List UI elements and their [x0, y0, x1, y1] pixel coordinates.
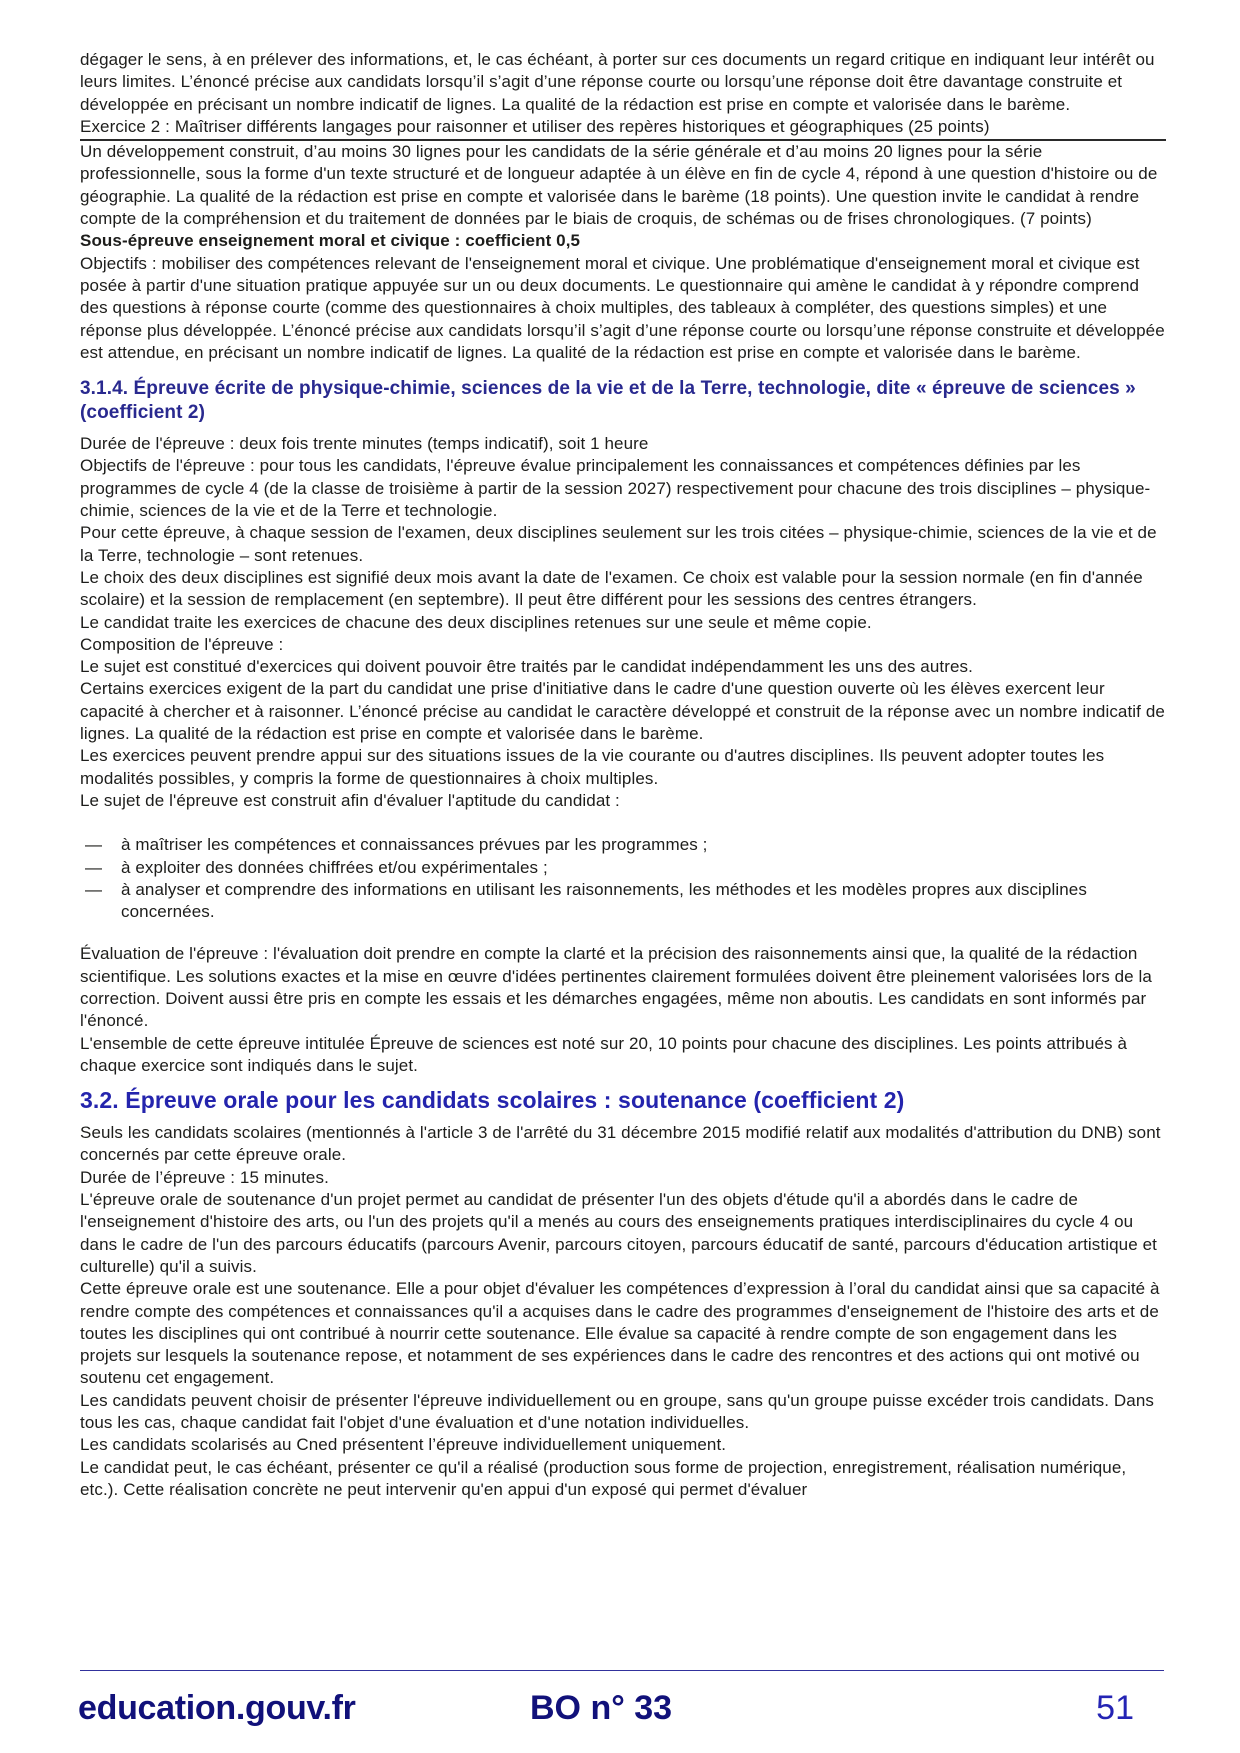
list-item — [80, 879, 1166, 924]
em-dash-bullet: — — [85, 879, 103, 899]
list-item-text: à maîtriser les compétences et connaissances prévues par les programmes ; — [121, 835, 708, 855]
list-item — [80, 857, 1166, 879]
paragraph-notation-epreuve: L'ensemble de cette épreuve intitulée Épreuve de sciences est noté sur 20, 10 points pour chacune des disciplines. Les points attribués à chaque exercice sont indiqués dans le sujet. — [80, 1033, 1128, 1075]
footer-divider — [80, 1670, 1164, 1671]
list-item-text: à exploiter des données chiffrées et/ou expérimentales ; — [121, 857, 548, 877]
footer-page-number: 51 — [1096, 1689, 1134, 1727]
paragraph-intro-continuation: dégager le sens, à en prélever des informations, et, le cas échéant, à porter sur ces documents un regard critique en indiquant leur intérêt ou leurs limites. L’énoncé précise aux candidats lorsqu’il s’agit d’une réponse courte ou lorsqu’une réponse doit être davantage construite et développée en précisant un nombre indicatif de lignes. La qualité de la rédaction est prise en compte et valorisée dans le barème. — [80, 50, 1155, 114]
paragraph-sujet-exercices: Le sujet est constitué d'exercices qui doivent pouvoir être traités par le candidat indépendamment les uns des autres. — [80, 657, 973, 677]
paragraph-evaluation-epreuve: Évaluation de l'épreuve : l'évaluation doit prendre en compte la clarté et la précision des raisonnements ainsi que, la qualité de la rédaction scientifique. Les solutions exactes et la mise en œuvre d'idées pertinentes clairement formulées doivent être pleinement valorisées lors de la correction. Doivent aussi être pris en compte les essais et les démarches engagées, même non aboutis. Les candidats en sont informés par l'énoncé. — [80, 944, 1152, 1031]
paragraph-situations-vie-courante: Les exercices peuvent prendre appui sur des situations issues de la vie courante ou d'autres disciplines. Ils peuvent adopter toutes les modalités possibles, y compris la forme de questionnaires à choix multiples. — [80, 746, 1105, 788]
paragraph-cned: Les candidats scolarisés au Cned présentent l’épreuve individuellement uniquement. — [80, 1435, 727, 1455]
paragraph-objet-soutenance: Cette épreuve orale est une soutenance. Elle a pour objet d'évaluer les compétences d’expression à l’oral du candidat ainsi que sa capacité à rendre compte des compétences et connaissances qu'il a acquises dans le cadre des programmes d'enseignement de l'histoire des arts et de toutes les disciplines qui ont contribué à nourrir cette soutenance. Elle évalue sa capacité à rendre compte de son engagement dans les projets sur lesquels la soutenance repose, et notamment de ses expériences dans le cadre des rencontres et des actions qui ont motivé ou soutenu cet engagement. — [80, 1279, 1160, 1388]
paragraph-prise-initiative: Certains exercices exigent de la part du candidat une prise d'initiative dans le cadre d'une question ouverte où les élèves exercent leur capacité à chercher et à raisonner. L’énoncé précise au candidat le caractère développé et construit de la réponse avec un nombre indicatif de lignes. La qualité de la rédaction est prise en compte et valorisée dans le barème. — [80, 679, 1165, 744]
paragraph-seuls-candidats: Seuls les candidats scolaires (mentionnés à l'article 3 de l'arrêté du 31 décembre 2015 modifié relatif aux modalités d'attribution du DNB) sont concernés par cette épreuve orale. — [80, 1123, 1161, 1165]
paragraph-presentation-projet: L'épreuve orale de soutenance d'un projet permet au candidat de présenter l'un des objets d'étude qu'il a abordés dans le cadre de l'enseignement d'histoire des arts, ou l'un des projets qu'il a menés au cours des enseignements pratiques interdisciplinaires du cycle 4 ou dans le cadre de l'un des parcours éducatifs (parcours Avenir, parcours citoyen, parcours éducatif de santé, parcours d'éducation artistique et culturelle) qu'il a suivis. — [80, 1190, 1157, 1276]
footer-site-name: education.gouv.fr — [78, 1689, 356, 1727]
list-item-text: à analyser et comprendre des informations en utilisant les raisonnements, les méthodes et les modèles propres aux disciplines concernées. — [121, 879, 1087, 922]
paragraph-realisation: Le candidat peut, le cas échéant, présenter ce qu'il a réalisé (production sous forme de projection, enregistrement, réalisation numérique, etc.). Cette réalisation concrète ne peut intervenir qu'en appui d'un exposé qui permet d'évaluer — [80, 1457, 1127, 1499]
paragraph-composition-label: Composition de l'épreuve : — [80, 634, 284, 654]
sous-epreuve-emc-title: Sous-épreuve enseignement moral et civique : coefficient 0,5 — [80, 231, 581, 251]
paragraph-aptitude-intro: Le sujet de l'épreuve est construit afin d'évaluer l'aptitude du candidat : — [80, 790, 620, 810]
paragraph-objectifs-epreuve-sciences: Objectifs de l'épreuve : pour tous les candidats, l'épreuve évalue principalement les connaissances et compétences définies par les programmes de cycle 4 (de la classe de troisième à partir de la session 2027) respectivement pour chacune des trois disciplines – physique-chimie, sciences de la vie et de la Terre et technologie. — [80, 456, 1151, 521]
footer-bulletin-number: BO n° 33 — [530, 1689, 673, 1727]
aptitude-dash-list — [80, 834, 1166, 923]
em-dash-bullet: — — [85, 835, 103, 855]
paragraph-duree-orale: Durée de l’épreuve : 15 minutes. — [80, 1167, 329, 1187]
section-3-2-heading: 3.2. Épreuve orale pour les candidats scolaires : soutenance (coefficient 2) — [80, 1087, 905, 1114]
section-3-1-4-heading: 3.1.4. Épreuve écrite de physique-chimie, sciences de la vie et de la Terre, technologie, dite « épreuve de sciences » (coefficient 2) — [80, 378, 1136, 423]
em-dash-bullet: — — [85, 857, 103, 877]
exercice-2-underlined-heading: Exercice 2 : Maîtriser différents langages pour raisonner et utiliser des repères historiques et géographiques (25 points) — [80, 116, 1166, 141]
page-body — [80, 49, 1166, 1501]
paragraph-deux-disciplines: Pour cette épreuve, à chaque session de l'examen, deux disciplines seulement sur les trois citées – physique-chimie, sciences de la vie et de la Terre, technologie – sont retenues. — [80, 523, 1157, 565]
paragraph-duree-epreuve-sciences: Durée de l'épreuve : deux fois trente minutes (temps indicatif), soit 1 heure — [80, 434, 649, 454]
paragraph-emc-objectifs: Objectifs : mobiliser des compétences relevant de l'enseignement moral et civique. Une problématique d'enseignement moral et civique est posée à partir d'une situation pratique appuyée sur un ou deux documents. Le questionnaire qui amène le candidat à y répondre comprend des questions à réponse courte (comme des questionnaires à choix multiples, des tableaux à compléter, des questions simples) et une réponse plus développée. L’énoncé précise aux candidats lorsqu’il s’agit d’une réponse courte ou lorsqu’une réponse construite et développée est attendue, en précisant un nombre indicatif de lignes. La qualité de la rédaction est prise en compte et valorisée dans le barème. — [80, 253, 1165, 362]
paragraph-copie-unique: Le candidat traite les exercices de chacune des deux disciplines retenues sur une seule et même copie. — [80, 612, 872, 632]
paragraph-exercice-2-description: Un développement construit, d’au moins 30 lignes pour les candidats de la série générale et d’au moins 20 lignes pour la série professionnelle, sous la forme d'un texte structuré et de longueur adaptée à un élève en fin de cycle 4, répond à une question d'histoire ou de géographie. La qualité de la rédaction est prise en compte et valorisée dans le barème (18 points). Une question invite le candidat à rendre compte de la compréhension et du traitement de données par le biais de croquis, de schémas ou de frises chronologiques. (7 points) — [80, 142, 1158, 229]
paragraph-choix-disciplines: Le choix des deux disciplines est signifié deux mois avant la date de l'examen. Ce choix est valable pour la session normale (en fin d'année scolaire) et la session de remplacement (en septembre). Il peut être différent pour les sessions des centres étrangers. — [80, 567, 1143, 610]
paragraph-groupe: Les candidats peuvent choisir de présenter l'épreuve individuellement ou en groupe, sans qu'un groupe puisse excéder trois candidats. Dans tous les cas, chaque candidat fait l'objet d'une évaluation et d'une notation individuelles. — [80, 1390, 1155, 1433]
list-item — [80, 834, 1166, 856]
